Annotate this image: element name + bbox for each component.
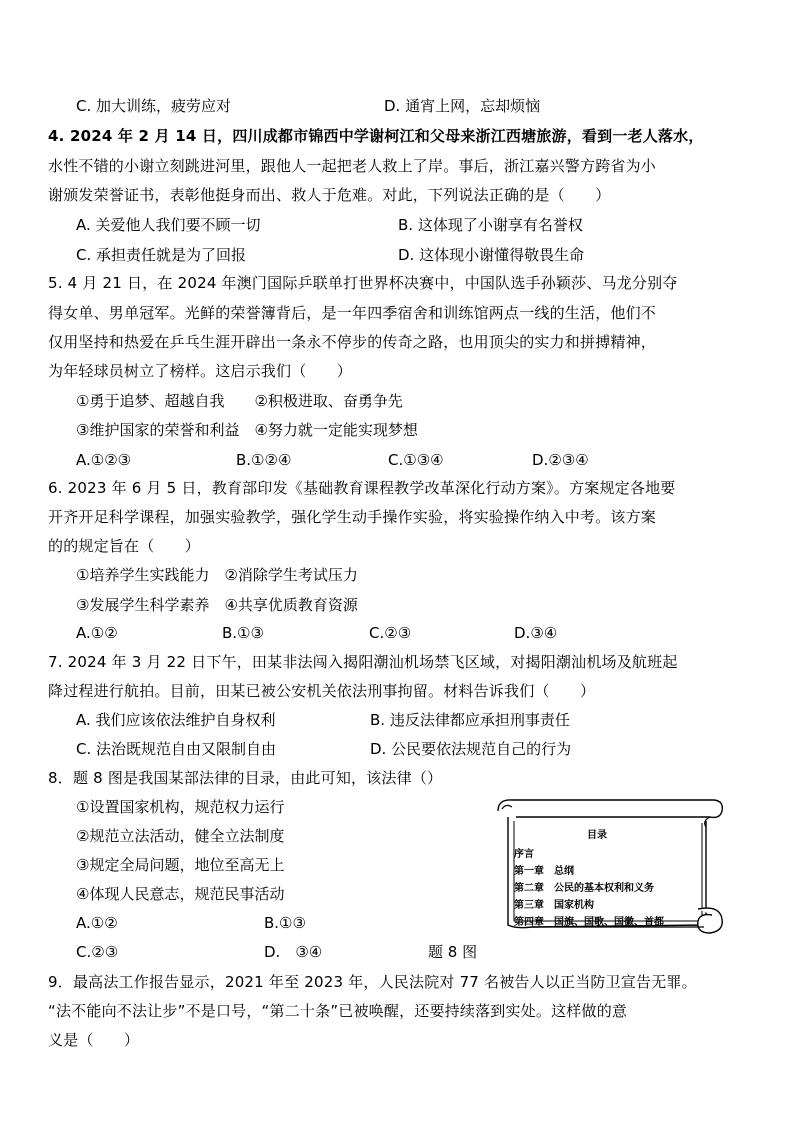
q5-statements-2: ③维护国家的荣誉和利益 ④努力就一定能实现梦想 bbox=[76, 421, 418, 439]
q8-statement-3: ③规定全局问题，地位至高无上 bbox=[76, 856, 285, 874]
q6-stem-line-2: 开齐开足科学课程，加强实验教学，强化学生动手操作实验，将实验操作纳入中考。该方案 bbox=[48, 508, 657, 526]
q9-stem-line-1: 9．最高法工作报告显示，2021 年至 2023 年，人民法院对 77 名被告人以正当防卫宣告无罪。 bbox=[48, 973, 697, 991]
q4-option-b: B. 这体现了小谢享有名誉权 bbox=[398, 216, 583, 234]
q6-stem-line-3: 的的规定旨在（ ） bbox=[48, 537, 201, 555]
q6-option-b: B.①③ bbox=[222, 624, 264, 642]
q4-stem-line-2: 水性不错的小谢立刻跳进河里，跟他人一起把老人救上了岸。事后，浙江嘉兴警方跨省为小 bbox=[48, 157, 657, 175]
q9-stem-line-2: “法不能向不法让步”不是口号，“第二十条”已被唤醒，还要持续落到实处。这样做的意 bbox=[48, 1002, 628, 1020]
q8-statement-1: ①设置国家机构，规范权力运行 bbox=[76, 798, 285, 816]
q5-option-d: D.②③④ bbox=[532, 451, 589, 469]
q6-stem-line-1: 6. 2023 年 6 月 5 日，教育部印发《基础教育课程教学改革深化行动方案》。方案规定各地要 bbox=[48, 479, 676, 497]
q8-figure-caption: 题 8 图 bbox=[428, 943, 478, 961]
q8-stem: 8．题 8 图是我国某部法律的目录，由此可知，该法律（） bbox=[48, 769, 443, 787]
q3-option-d: D. 通宵上网，忘却烦恼 bbox=[384, 97, 541, 115]
q7-option-d: D. 公民要依法规范自己的行为 bbox=[370, 740, 572, 758]
q5-option-c: C.①③④ bbox=[388, 451, 444, 469]
q6-option-d: D.③④ bbox=[514, 624, 558, 642]
q5-option-a: A.①②③ bbox=[76, 451, 132, 469]
q7-option-c: C. 法治既规范自由又限制自由 bbox=[76, 740, 277, 758]
q8-statement-2: ②规范立法活动，健全立法制度 bbox=[76, 827, 285, 845]
q7-stem-line-1: 7. 2024 年 3 月 22 日下午，田某非法闯入揭阳潮汕机场禁飞区域，对揭阳潮汕机场及航班起 bbox=[48, 653, 678, 671]
q5-stem-line-3: 仅用坚持和热爱在乒乓生涯开辟出一条永不停步的传奇之路，也用顶尖的实力和拼搏精神， bbox=[48, 333, 657, 351]
q8-option-c: C.②③ bbox=[76, 943, 119, 961]
toc-item: 第四章 国旗、国歌、国徽、首都 bbox=[514, 917, 664, 928]
q4-stem-line-1: 4. 2024 年 2 月 14 日，四川成都市锦西中学谢柯江和父母来浙江西塘旅游，看到一老人落水， bbox=[48, 127, 704, 145]
q6-statements-2: ③发展学生科学素养 ④共享优质教育资源 bbox=[76, 596, 358, 614]
toc-title: 目录 bbox=[587, 830, 607, 841]
q4-stem-line-3: 谢颁发荣誉证书，表彰他挺身而出、救人于危难。对此，下列说法正确的是（ ） bbox=[48, 186, 611, 204]
q8-option-a: A.①② bbox=[76, 914, 118, 932]
q6-option-a: A.①② bbox=[76, 624, 118, 642]
q6-statements-1: ①培养学生实践能力 ②消除学生考试压力 bbox=[76, 566, 358, 584]
q5-stem-line-4: 为年轻球员树立了榜样。这启示我们（ ） bbox=[48, 362, 353, 380]
q4-option-d: D. 这体现小谢懂得敬畏生命 bbox=[398, 246, 585, 264]
q4-option-a: A. 关爱他人我们要不顾一切 bbox=[76, 216, 261, 234]
q8-option-d: D. ③④ bbox=[264, 943, 323, 961]
q8-option-b: B.①③ bbox=[264, 914, 306, 932]
q9-stem-line-3: 义是（ ） bbox=[48, 1031, 140, 1049]
toc-item: 第二章 公民的基本权利和义务 bbox=[514, 883, 654, 894]
q7-stem-line-2: 降过程进行航拍。目前，田某已被公安机关依法刑事拘留。材料告诉我们（ ） bbox=[48, 682, 596, 700]
q5-option-b: B.①②④ bbox=[236, 451, 292, 469]
q5-statements-1: ①勇于追梦、超越自我 ②积极进取、奋勇争先 bbox=[76, 392, 403, 410]
toc-item: 第一章 总纲 bbox=[514, 866, 574, 877]
q6-option-c: C.②③ bbox=[369, 624, 412, 642]
q5-stem-line-1: 5. 4 月 21 日，在 2024 年澳门国际乒联单打世界杯决赛中，中国队选手孙颖莎、马龙分别夺 bbox=[48, 274, 678, 292]
toc-item: 第三章 国家机构 bbox=[514, 900, 594, 911]
q4-option-c: C. 承担责任就是为了回报 bbox=[76, 246, 247, 264]
q7-option-a: A. 我们应该依法维护自身权利 bbox=[76, 711, 276, 729]
q8-figure-scroll bbox=[492, 797, 728, 937]
q7-option-b: B. 违反法律都应承担刑事责任 bbox=[370, 711, 570, 729]
q8-statement-4: ④体现人民意志，规范民事活动 bbox=[76, 885, 285, 903]
q3-option-c: C. 加大训练，疲劳应对 bbox=[76, 97, 232, 115]
toc-item: 序言 bbox=[514, 849, 534, 860]
q5-stem-line-2: 得女单、男单冠军。光鲜的荣誉簿背后，是一年四季宿舍和训练馆两点一线的生活，他们不 bbox=[48, 304, 657, 322]
